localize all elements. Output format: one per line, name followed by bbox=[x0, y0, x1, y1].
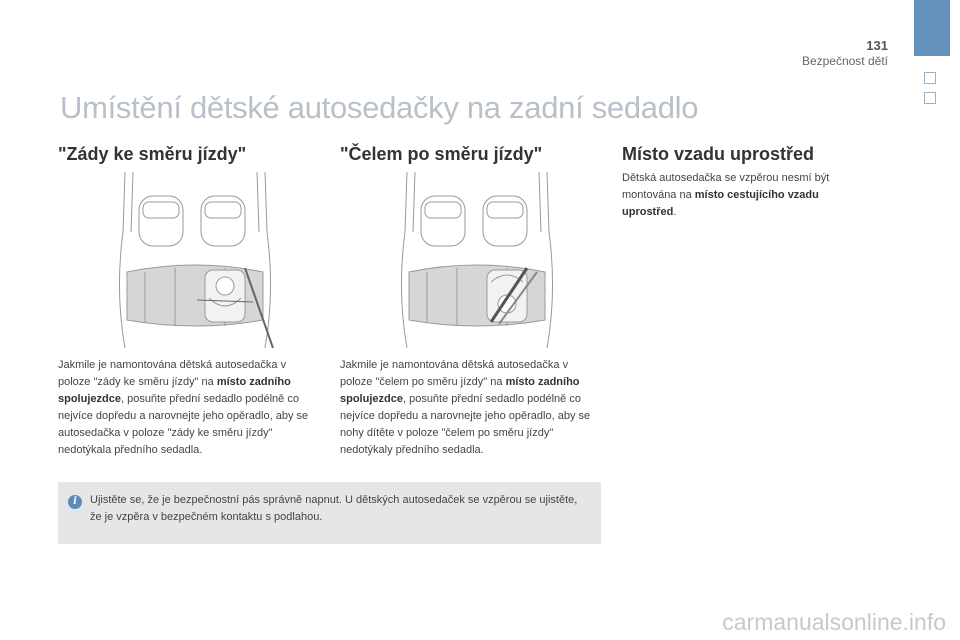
info-note-text: Ujistěte se, že je bezpečnostní pás správně napnut. U dětských autosedaček se vzpěrou se ujistěte, že je vzpěra v bezpečném kontaktu s podlahou. bbox=[90, 494, 578, 523]
forward-facing-seat-illustration bbox=[387, 172, 567, 348]
rear-facing-seat-illustration bbox=[105, 172, 285, 348]
text-rear-center: Dětská autosedačka se vzpěrou nesmí být montována na místo cestujícího vzadu uprostřed. bbox=[622, 172, 830, 218]
page-number: 131 bbox=[866, 38, 888, 53]
text-rear-facing: Jakmile je namontována dětská autosedačka v poloze "zády ke směru jízdy" na místo zadního spolujezdce, posuňte přední sedadlo podélně co nejvíce dopředu a narovnejte jeho opěradlo, aby se autosedačka v poloze "zády ke směru jízdy" nedotýkala předního sedadla. bbox=[58, 359, 309, 456]
heading-rear-center: Místo vzadu uprostřed bbox=[622, 144, 815, 164]
chapter-tab-box bbox=[924, 72, 936, 84]
chapter-tab-box bbox=[924, 92, 936, 104]
text-forward-facing: Jakmile je namontována dětská autosedačka v poloze "čelem po směru jízdy" na místo zadního spolujezdce, posuňte přední sedadlo podélně co nejvíce dopředu a narovnejte jeho opěradlo, aby se nohy dítěte v poloze "čelem po směru jízdy" nedotýkaly předního sedadla. bbox=[340, 359, 591, 456]
heading-forward-facing: "Čelem po směru jízdy" bbox=[340, 144, 543, 164]
section-name: Bezpečnost dětí bbox=[801, 54, 888, 68]
info-note bbox=[58, 482, 601, 544]
heading-rear-facing: "Zády ke směru jízdy" bbox=[58, 144, 247, 164]
watermark: carmanualsonline.info bbox=[722, 609, 946, 635]
page-title: Umístění dětské autosedačky na zadní sedadlo bbox=[60, 90, 699, 125]
chapter-tab bbox=[914, 0, 950, 56]
info-icon: i bbox=[68, 495, 82, 509]
